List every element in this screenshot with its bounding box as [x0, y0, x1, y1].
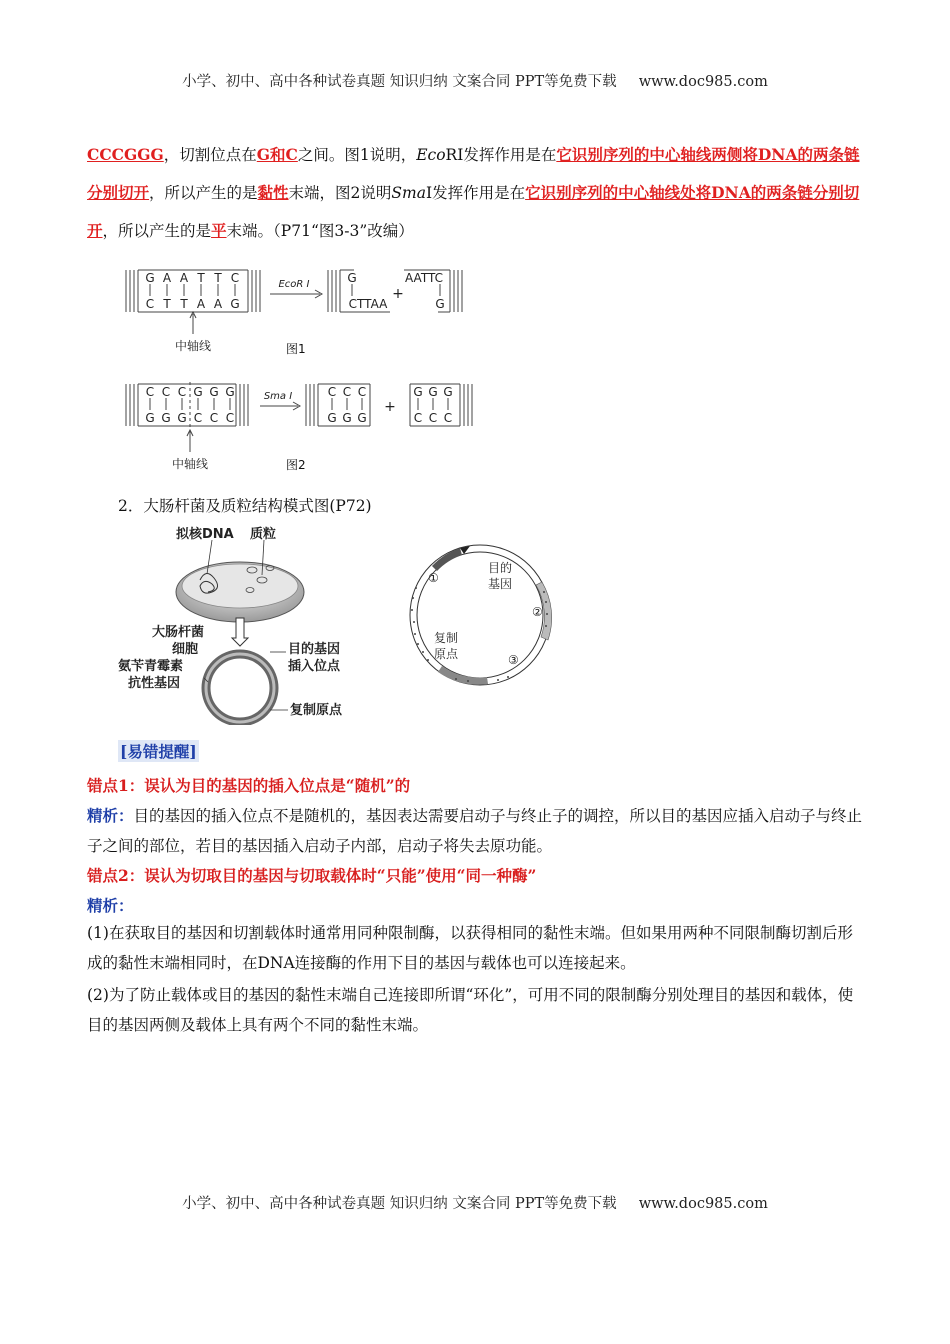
text-run: I发挥作用是在 [425, 184, 526, 202]
enzyme-name-italic: Sma [391, 184, 426, 202]
text-run: 之间。图1说明， [297, 146, 417, 164]
fig2-right-bottom-base: C [443, 411, 453, 425]
fig1-top-base: A [179, 271, 189, 285]
enzyme-name-italic: Eco [416, 146, 446, 164]
label-ecoli-2: 细胞 [172, 642, 199, 657]
fig2-top-base: G [193, 385, 203, 399]
fig2-top-base: C [145, 385, 155, 399]
analysis-1 [87, 801, 865, 861]
fig1-enzyme-label: EcoR I [278, 279, 310, 290]
marker-2: ② [532, 605, 543, 619]
fig1-top-base: G [145, 271, 155, 285]
fig1-bottom-base: T [180, 297, 188, 311]
label-origin: 复制原点 [290, 703, 343, 718]
fig1-bottom-base: G [230, 297, 240, 311]
smai-mechanism-highlight: 它识别序列的中心轴线处将DNA的两条链分别切开 [87, 183, 860, 240]
fig2-left-top-base: C [327, 385, 337, 399]
marker-1: ① [428, 571, 439, 585]
fig2-top-base: G [209, 385, 219, 399]
fig2-left-top-base: C [357, 385, 367, 399]
text-run: 末端。（P71“图3-3”改编） [226, 222, 414, 240]
ecori-mechanism-highlight: 它识别序列的中心轴线两侧将DNA的两条链分别切开 [87, 145, 860, 202]
fig2-left-bottom-base: G [327, 411, 337, 425]
label-rep-origin-2: 原点 [434, 647, 459, 661]
fig2-bottom-base: G [161, 411, 171, 425]
fig1-left-bottom: CTTAA [348, 297, 388, 311]
analysis-2-point-2: (2)为了防止载体或目的基因的黏性末端自己连接即所谓“环化”，可用不同的限制酶分别处理目的基因和载体，使目的基因两侧及载体上具有两个不同的黏性末端。 [87, 986, 854, 1034]
fig2-bottom-base: C [193, 411, 203, 425]
section-title: 2．大肠杆菌及质粒结构模式图(P72) [118, 497, 372, 515]
fig1-bottom-base: T [163, 297, 171, 311]
label-rep-origin-1: 复制 [434, 631, 459, 645]
fig2-right-top-base: G [443, 385, 453, 399]
fig2-caption: 图2 [286, 458, 306, 472]
fig2-bottom-base: G [145, 411, 155, 425]
analysis-2-label: 精析： [87, 896, 134, 915]
label-plasmid: 质粒 [250, 527, 277, 542]
text-run: 末端，图2说明 [288, 184, 392, 202]
intro-paragraph [87, 136, 865, 250]
figure-ecoli-plasmid [112, 520, 372, 725]
analysis-2-point-1: (1)在获取目的基因和切割载体时通常用同种限制酶，以获得相同的黏性末端。但如果用两种不同限制酶切割后形成的黏性末端相同时，在DNA连接酶的作用下目的基因与载体也可以连接起来。 [87, 924, 853, 972]
fig2-bottom-base: G [177, 411, 187, 425]
label-nucleoid-dna: 拟核DNA [176, 527, 234, 542]
error-point-2: 错点2：误认为切取目的基因与切取载体时“只能”使用“同一种酶” [87, 866, 537, 885]
fig2-right-bottom-base: C [413, 411, 423, 425]
fig2-right-top-base: G [413, 385, 423, 399]
seq-highlight: CCCGGG [87, 145, 164, 164]
fig2-top-base: G [225, 385, 235, 399]
fig2-axis-label: 中轴线 [171, 457, 209, 471]
label-ecoli-1: 大肠杆菌 [152, 625, 205, 640]
label-insert-2: 插入位点 [288, 659, 341, 674]
page-footer [0, 1192, 950, 1213]
text-run: RI发挥作用是在 [445, 146, 557, 164]
blunt-highlight: 平 [211, 221, 227, 240]
footer-url[interactable]: www.doc985.com [638, 1196, 768, 1212]
fig1-right-bottom: G [435, 297, 445, 311]
label-amp-1: 氨苄青霉素 [118, 659, 184, 674]
fig1-top-base: T [214, 271, 222, 285]
warning-heading: [易错提醒] [120, 742, 197, 761]
fig1-bottom-base: C [145, 297, 155, 311]
footer-text: 小学、初中、高中各种试卷真题 知识归纳 文案合同 PPT等免费下载 [182, 1196, 617, 1212]
page-header [0, 70, 950, 91]
label-target-gene-2: 基因 [488, 577, 513, 591]
label-insert-1: 目的基因 [288, 642, 341, 657]
fig1-bottom-base: A [196, 297, 206, 311]
fig2-plus: + [384, 399, 396, 415]
header-url[interactable]: www.doc985.com [638, 74, 768, 90]
header-text: 小学、初中、高中各种试卷真题 知识归纳 文案合同 PPT等免费下载 [182, 74, 617, 90]
fig1-bottom-base: A [213, 297, 223, 311]
label-target-gene-1: 目的 [488, 561, 513, 575]
fig2-left-bottom-base: G [357, 411, 367, 425]
text-run: ，所以产生的是 [149, 184, 258, 202]
cut-site-highlight: G和C [256, 145, 298, 164]
fig2-right-top-base: G [428, 385, 438, 399]
fig2-top-base: C [161, 385, 171, 399]
text-run: ，所以产生的是 [102, 222, 212, 240]
fig2-bottom-base: C [209, 411, 219, 425]
fig1-plus: + [392, 286, 404, 302]
fig2-left-bottom-base: G [342, 411, 352, 425]
fig2-right-bottom-base: C [428, 411, 438, 425]
text-run: ，切割位点在 [163, 146, 257, 164]
gene-segment [432, 548, 462, 571]
figure-plasmid-map [398, 540, 568, 690]
analysis-1-text: 目的基因的插入位点不是随机的，基因表达需要启动子与终止子的调控，所以目的基因应插入启动子与终止子之间的部位，若目的基因插入启动子内部，启动子将失去原功能。 [87, 807, 863, 855]
fig1-top-base: T [197, 271, 205, 285]
figure-ecori [120, 262, 500, 362]
fig2-bottom-base: C [225, 411, 235, 425]
sticky-highlight: 黏性 [257, 183, 289, 202]
fig1-top-base: A [162, 271, 172, 285]
error-point-1: 错点1：误认为目的基因的插入位点是“随机”的 [87, 776, 411, 795]
fig1-top-base: C [230, 271, 240, 285]
fig1-caption: 图1 [286, 342, 306, 356]
fig1-axis-label: 中轴线 [174, 339, 212, 353]
marker-3: ③ [508, 653, 519, 667]
fig2-enzyme-label: Sma I [263, 391, 293, 402]
label-amp-2: 抗性基因 [128, 676, 181, 691]
analysis-1-label: 精析： [87, 806, 134, 825]
fig1-left-top: G [347, 271, 357, 285]
figure-smai [120, 378, 500, 478]
fig2-top-base: C [177, 385, 187, 399]
fig2-left-top-base: C [342, 385, 352, 399]
fig1-right-top: AATTC [405, 271, 443, 285]
